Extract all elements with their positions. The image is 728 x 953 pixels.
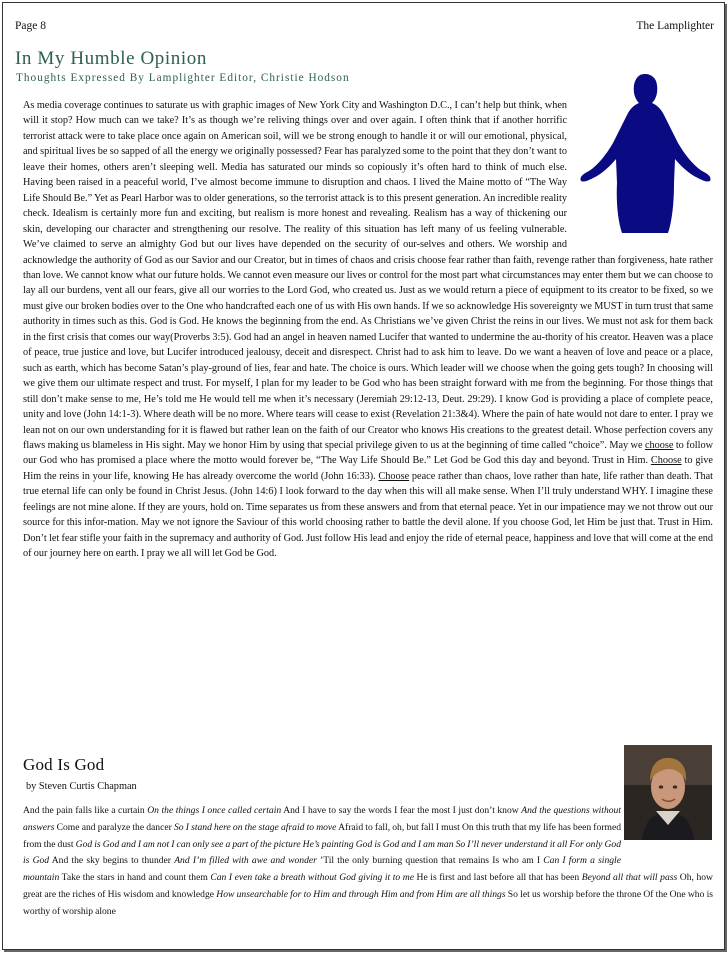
choose-underlined-2: Choose [650, 455, 682, 467]
lyrics-part-7: Afraid to fall, oh, but fall I must On this truth that my life has been formed from the dust [23, 821, 622, 850]
lyrics-part-8: God is God and I am not I can only see a part of the picture He’s painting God is God and I am man So I’ll never understand it all For only God is God [23, 838, 621, 867]
running-header [15, 20, 714, 32]
article-body-part-2: to follow our God who has promised a place where the motto would forever be, “The Way Life Should Be.” Let God be God this day and beyond. Trust in Him. [23, 439, 713, 467]
lyrics-part-14: Can I even take a breath without God giving it to me [210, 872, 414, 884]
lyrics-part-19: So let us worship before the throne Of the One who is worthy of worship alone [23, 888, 713, 917]
article-body-part-3: to give Him the reins in your life, knowing He has already overcome the world (John 16:33). [23, 455, 713, 482]
lyrics-part-2: On the things I once called certain [147, 805, 282, 816]
song-byline: by Steven Curtis Chapman [26, 781, 137, 792]
lyrics-part-3: And I have to say the words I fear the most I just don’t know [281, 805, 522, 816]
lyrics-part-5: Come and paralyze the dancer [54, 821, 174, 833]
lyrics-part-18: How unsearchable for to Him and through Him and from Him are all things [216, 888, 506, 900]
choose-underlined-3: Choose [378, 470, 410, 482]
lyrics-part-11: ’Til the only burning question that remains Is who am I [316, 855, 544, 867]
lyrics-part-16: Beyond all that will pass [581, 872, 678, 884]
lyrics-part-4: And the questions without answers [23, 805, 622, 833]
newsletter-page [2, 2, 725, 950]
article-body-part-4: peace rather than chaos, love rather than hate, life rather than death. That true eternal life can only be found in Christ Jesus. (John 14:6) I look forward to the day when this will all make sense. When I’ll truly understand WHY. I imagine these feelings are not mine alone. If they are yours, hold on. Time separates us from these answers and from that eternal peace. Yet in our impatience may we not throw out our source for this infor-mation. May we not ignore the Saviour of this world choosing rather to battle the devil alone. If you choose God, let Him be just that. Trust in Him. Don’t let fear stifle your faith in the supremacy and authority of God. Just follow His lead and enjoy the ride of eternal peace, happiness and love that will come at the end of our journey here on earth. I pray we all will let God be God. [23, 470, 714, 560]
lyrics-part-12: Can I form a single mountain [23, 855, 621, 884]
publication-name: The Lamplighter [636, 20, 714, 32]
article-body [23, 98, 713, 562]
lyrics-part-6: So I stand here on the stage afraid to move [173, 821, 337, 833]
lyrics-part-15: He is first and last before all that has been [413, 872, 582, 884]
article-subtitle: Thoughts Expressed By Lamplighter Editor, Christie Hodson [16, 72, 350, 84]
article-body-part-1: As media coverage continues to saturate us with graphic images of New York City and Washington D.C., I can’t help but think, when will it stop? How much can we take? It’s as though we’re reliving things over and over again. I often think that if another horrific terrorist attack were to take place once again on American soil, will we be strong enough to handle it or will our emotional, physical, and spiritual lives be so sapped of all the energy we originally possessed? Fear has paralyzed some to the point that they don’t want to leave their homes, others aren’t sleeping well. Media has saturated our minds so copiously it’s often hard to think of much else. Having been raised in a peaceful world, I’ve almost become immune to disruption and chaos. I lived the Maine motto of “The Way Life Should Be.” Yet as Pearl Harbor was to older generations, so the terrorist attack is to this present generation. An incredible reality check. Idealism is certainly more fun and exciting, but realism is more honest and revealing. Realism has a way of thickening our skin, developing our character and strengthening our resolve. The reality of this situation has left many of us feeling vulnerable. We’ve claimed to serve an almighty God but our lives have depended on the security of our-selves and others. We worship and acknowledge the authority of God as our Savior and our Creator, but in times of chaos and crisis choose fear rather than faith, revenge rather than forgiveness, hate rather than love. We cannot know what our future holds. We cannot even measure our lives or control for the most part what circumstances may enter them but we can choose to lay all our burdens, vent all our fears, give all our worries to the Lord God, who created us. Just as we would return a piece of equipment to its creator to be fixed, so we must give our broken bodies over to the One who handcrafted each one of us with His own hands. If we so acknowledge His sovereignty we MUST in turn trust that same authority in times such as this. God is God. He knows the beginning from the end. As Christians we’ve given Christ the reins in our lives. We must not ask for them back in the first crisis that comes our way(Proverbs 3:5). God had an angel in heaven named Lucifer that wanted to undermine the au-thority of his creator. Heaven was a place of peace, true justice and love, but Lucifer introduced jealousy, deceit and disrespect. Christ had to ask him to leave. Do we want a heaven of love and peace or a place, such as earth, which has become Satan’s play-ground of lies, fear and hate. The choice is ours. Which leader will we choose when the going gets tough? In choosing will we give them our ultimate respect and trust. For myself, I plan for my leader to be God who has been straight forward with me from the beginning. For those things that still don’t make sense to me, He’s told me He would tell me when it’s necessary (Jeremiah 29:12-13, Deut. 29:29). I know God is providing a place of complete peace, unity and love (John 14:1-3). Where death will be no more. Where tears will cease to exist (Revelation 21:3&4). Where the pain of hate would not dare to enter. I pray we lean not on our own understanding for it is flawed but rather lean on the faith of our Creator who knows His creations to the greatest detail. Whose perfection covers any flaws making us blameless in His sight. May we honor Him by using that special privilege given to us at the beginning of time called “choice”. May we [23, 100, 713, 451]
article-title: In My Humble Opinion [15, 48, 207, 69]
page-number: Page 8 [15, 20, 46, 32]
song-title: God Is God [23, 755, 105, 774]
lyrics-part-9: And the sky begins to thunder [49, 855, 175, 867]
choose-underlined-1: choose [644, 439, 674, 451]
lyrics-part-17: Oh, how great are the riches of His wisdom and knowledge [23, 872, 713, 900]
song-lyrics [23, 803, 713, 921]
lyrics-part-13: Take the stars in hand and count them [59, 872, 211, 884]
lyrics-part-1: And the pain falls like a curtain [23, 805, 148, 816]
lyrics-part-10: And I’m filled with awe and wonder [174, 855, 317, 867]
